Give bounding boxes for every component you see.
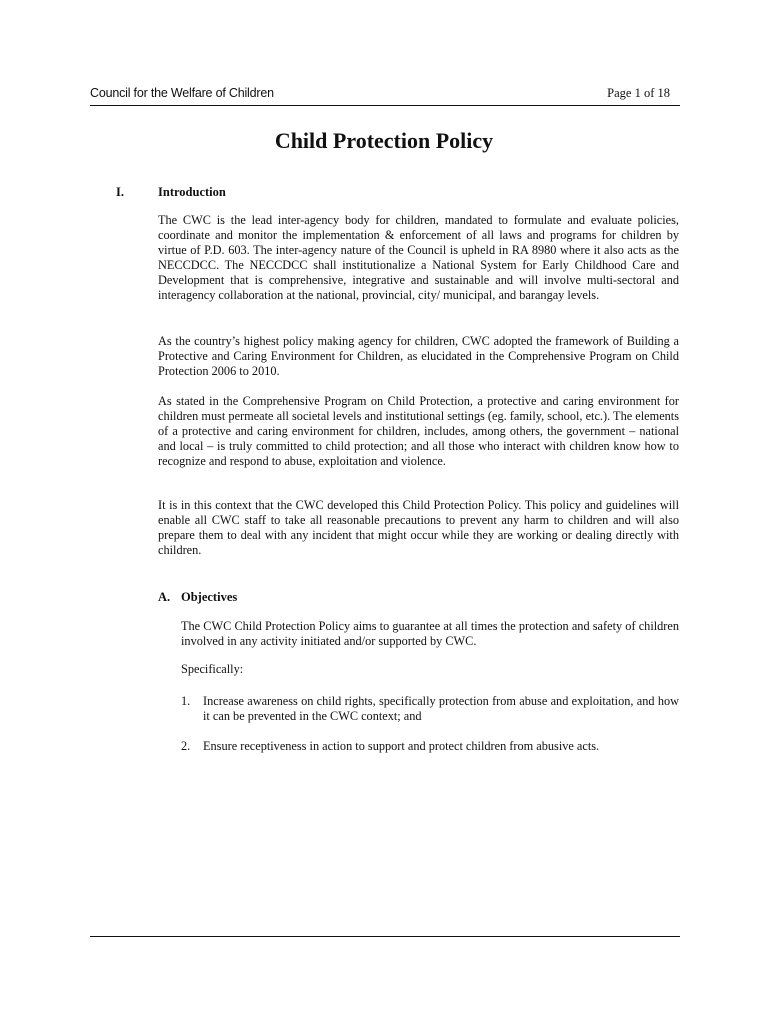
objectives-heading: [158, 590, 237, 605]
objectives-title: Objectives: [181, 590, 238, 604]
intro-paragraph-2: As the country’s highest policy making agency for children, CWC adopted the framework of Building a Protective and Caring Environment for Children, as elucidated in the Comprehensive Program on Child Protection 2006 to 2010.: [158, 334, 679, 378]
list-item-text: Increase awareness on child rights, specifically protection from abuse and exploitation, and how it can be prevented in the CWC context; and: [203, 694, 679, 723]
document-title: Child Protection Policy: [274, 128, 494, 153]
header-page-number: Page 1 of 18: [607, 86, 670, 100]
list-item-number: 2.: [181, 739, 191, 753]
list-item: [181, 739, 679, 754]
intro-paragraph-3: As stated in the Comprehensive Program on Child Protection, a protective and caring environment for children must permeate all societal levels and institutional settings (eg. family, school, etc.). The elements of a protective and caring environment for children, includes, among others, the government – national and local – is truly committed to child protection; and all those who interact with children know how to recognize and respond to abuse, exploitation and violence.: [158, 394, 679, 468]
section-title: Introduction: [158, 185, 226, 199]
footer-divider: [90, 936, 680, 937]
section-number: I.: [116, 185, 124, 199]
list-item-text: Ensure receptiveness in action to support and protect children from abusive acts.: [203, 739, 600, 753]
page-header: [90, 85, 680, 106]
objectives-intro: The CWC Child Protection Policy aims to guarantee at all times the protection and safety of children involved in any activity initiated and/or supported by CWC.: [181, 619, 679, 648]
list-item: [181, 694, 679, 724]
objectives-label: A.: [158, 590, 171, 604]
header-org-name: Council for the Welfare of Children: [90, 86, 274, 100]
objectives-specifically: Specifically:: [181, 662, 244, 676]
list-item-number: 1.: [181, 694, 191, 708]
intro-paragraph-1: The CWC is the lead inter-agency body for children, mandated to formulate and evaluate policies, coordinate and monitor the implementation & enforcement of all laws and programs for children by virtue of P.D. 603. The inter-agency nature of the Council is upheld in RA 8980 where it also acts as the NECCDCC. The NECCDCC shall institutionalize a National System for Early Childhood Care and Development that is comprehensive, integrative and sustainable and will involve multi-sectoral and interagency collaboration at the national, provincial, city/ municipal, and barangay levels.: [158, 213, 679, 302]
intro-paragraph-4: It is in this context that the CWC developed this Child Protection Policy. This policy and guidelines will enable all CWC staff to take all reasonable precautions to prevent any harm to children and will also prepare them to deal with any incident that might occur while they are working or dealing directly with children.: [158, 498, 679, 557]
